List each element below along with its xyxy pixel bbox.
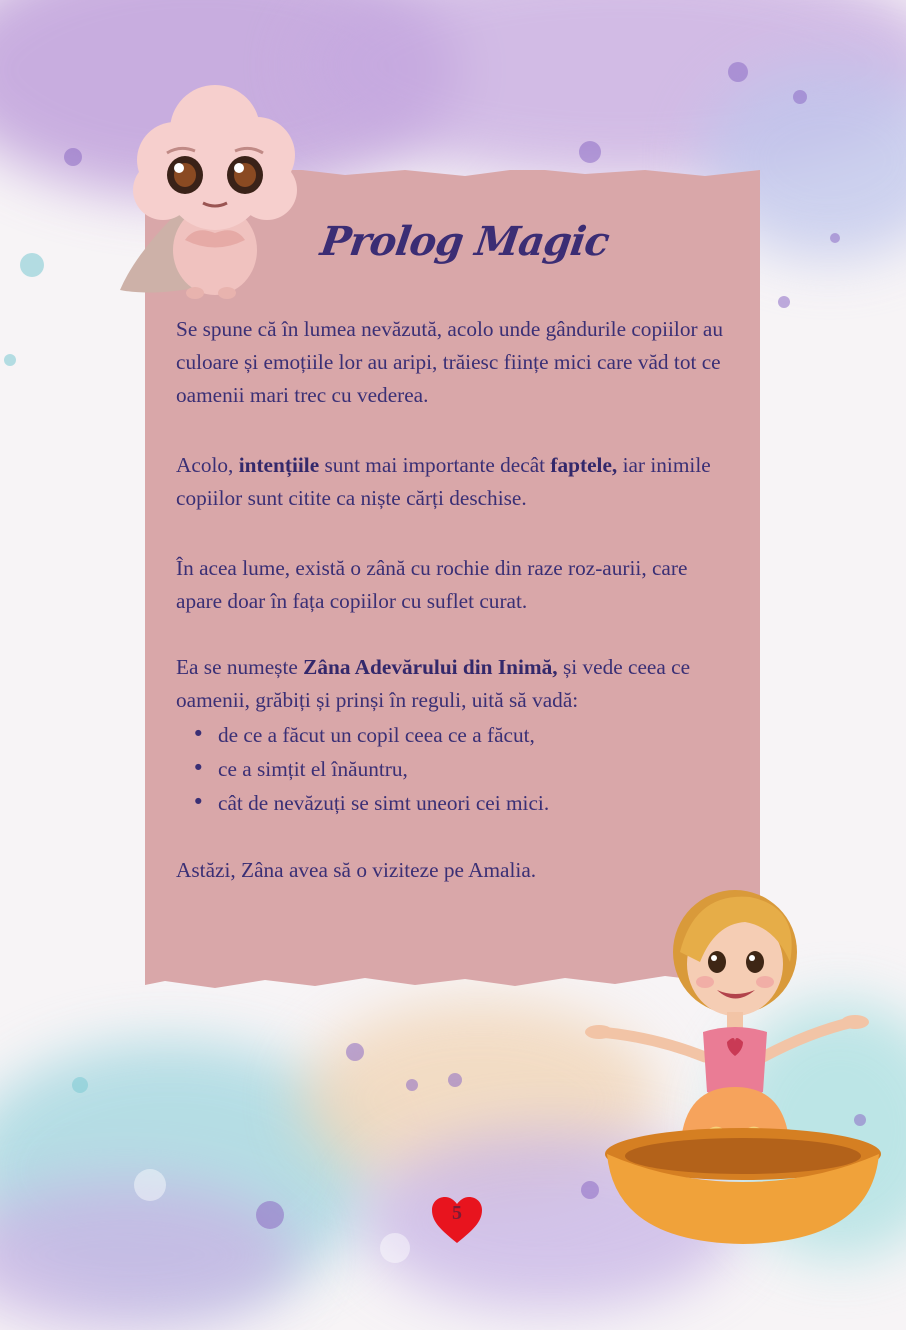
paragraph-5: Astăzi, Zâna avea să o viziteze pe Amalia. [176,858,537,882]
paragraph-2: Acolo, intențiile sunt mai importante decât faptele, iar inimile copiilor sunt citite ca niște cărți deschise. [176,453,711,510]
emphasis-faptele: faptele, [550,453,618,477]
page-title: Prolog Magic [317,218,612,265]
emphasis-zana-name: Zâna Adevărului din Inimă, [303,655,558,679]
page-number: 5 [452,1202,462,1224]
paragraph-3: În acea lume, există o zână cu rochie din raze roz-aurii, care apare doar în fața copiilor cu suflet curat. [176,556,688,613]
list-item: • de ce a făcut un copil ceea ce a făcut, [176,718,736,752]
page-number-badge [431,1196,483,1246]
paragraph-1: Se spune că în lumea nevăzută, acolo unde gândurile copiilor au culoare și emoțiile lor au aripi, trăiesc ființe mici care văd tot ce oamenii mari trec cu vederea. [176,317,724,407]
fairy-girl-illustration [585,882,885,1252]
list-item: • cât de nevăzuți se simt uneori cei mici. [176,786,736,820]
paragraph-4: Ea se numește Zâna Adevărului din Inimă, și vede ceea ce oamenii, grăbiți și prinși în reguli, uită să vadă: [176,655,691,712]
list-item: • ce a simțit el înăuntru, [176,752,736,786]
emphasis-intentiile: intențiile [238,453,320,477]
fluffy-creature-illustration [115,75,305,305]
bullet-list [176,718,736,820]
